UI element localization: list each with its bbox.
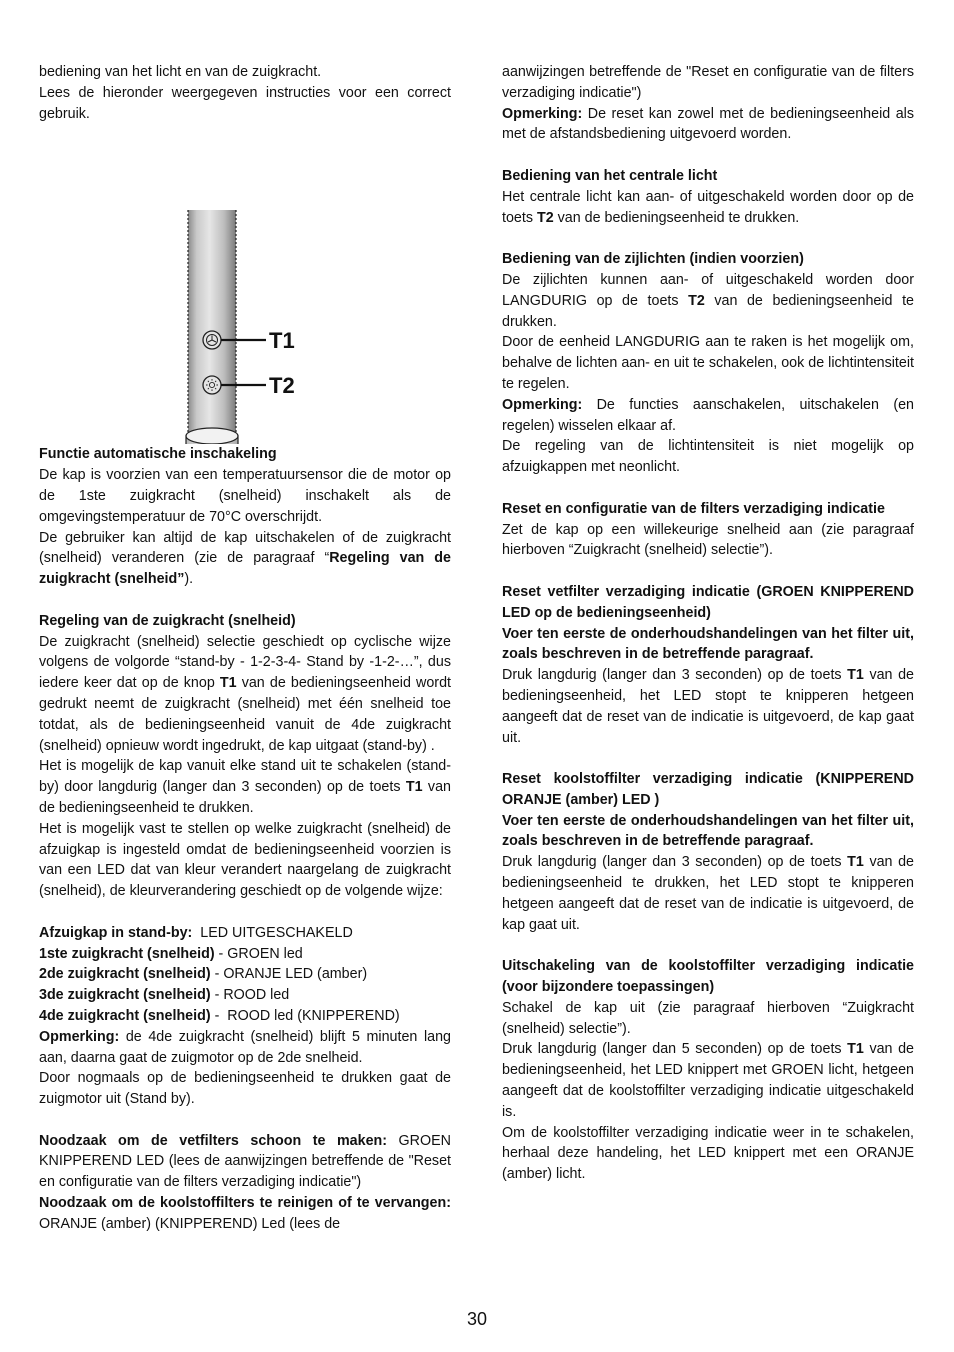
reset-heading: Reset en configuratie van de filters verzadiging indicatie — [502, 500, 885, 517]
carbon-disable-paragraph-2: Druk langdurig (langer dan 5 seconden) op de toets T1 van de bedieningseenheid, het LED knippert met GROEN licht, hetgeen aangeeft dat de koolstoffilter verzadiging indicatie uitgeschakeld is. — [502, 1041, 914, 1120]
carbon-filter-notice: Noodzaak om de koolstoffilters te reinigen of te vervangen: ORANJE (amber) (KNIPPEREND) Led (lees de — [39, 1195, 451, 1232]
state-speed-1: 1ste zuigkracht (snelheid) - GROEN led — [39, 945, 303, 962]
speed-paragraph-3: Het is mogelijk vast te stellen op welke zuigkracht (snelheid) de afzuigkap is ingesteld omdat de bedieningseenheid voorzien is van een LED dat van kleur verandert naargelang de zuigkracht (snelheid), de kleurverandering geschiedt op de volgende wijze: — [39, 820, 451, 900]
speed-paragraph-2: Het is mogelijk de kap vanuit elke stand uit te schakelen (stand-by) door langdurig (langer dan 3 seconden) op de toets T1 van de bedieningseenheid te drukken. — [39, 758, 451, 816]
carbon-reset-heading: Reset koolstoffilter verzadiging indicatie (KNIPPEREND ORANJE (amber) LED ) — [502, 771, 914, 808]
carbon-disable-paragraph-1: Schakel de kap uit (zie paragraaf hierboven “Zuigkracht (snelheid) selectie”). — [502, 999, 914, 1037]
central-light-paragraph: Het centrale licht kan aan- of uitgeschakeld worden door op de toets T2 van de bedieningseenheid te drukken. — [502, 188, 914, 226]
carbon-disable-paragraph-3: Om de koolstoffilter verzadiging indicatie weer in te schakelen, herhaal deze handeling, het LED knippert met een ORANJE (amber) licht. — [502, 1124, 914, 1183]
speed-paragraph-1: De zuigkracht (snelheid) selectie geschiedt op cyclische wijze volgens de volgorde “stand-by - 1-2-3-4- Stand by -1-2-…”, dus iedere keer dat op de knop T1 van de bedieningseenheid wordt gedrukt neemt de zuigkracht (snelheid) met één snelheid toe totdat, als de bedieningseenheid vanuit de 4de zuigkracht (snelheid) opnieuw wordt ingedrukt, de kap uitgaat (stand-by) . — [39, 633, 451, 754]
state-speed-2: 2de zuigkracht (snelheid) - ORANJE LED (amber) — [39, 966, 368, 983]
carbon-reset-instruction: Voer ten eerste de onderhoudshandelingen van het filter uit, zoals beschreven in de betreffende paragraaf. — [502, 812, 914, 850]
off-paragraph: Door nogmaals op de bedieningseenheid te drukken gaat de zuigmotor uit (Stand by). — [39, 1070, 451, 1108]
right-column — [502, 62, 914, 1185]
intro-line-2: Lees de hieronder weergegeven instructies voor een correct gebruik. — [39, 84, 451, 122]
reset-paragraph: Zet de kap op een willekeurige snelheid aan (zie paragraaf hierboven “Zuigkracht (snelheid) selectie”). — [502, 521, 914, 559]
central-light-heading: Bediening van het centrale licht — [502, 167, 718, 184]
state-speed-3: 3de zuigkracht (snelheid) - ROOD led — [39, 987, 290, 1004]
grease-filter-notice: Noodzaak om de vetfilters schoon te maken: GROEN KNIPPEREND LED (lees de aanwijzingen betreffende de "Reset en configuratie van de filters verzadiging indicatie") — [39, 1132, 451, 1191]
side-light-paragraph-1: De zijlichten kunnen aan- of uitgeschakeld worden door LANGDURIG op de toets T2 van de bedieningseenheid te drukken. — [502, 271, 914, 330]
tube-body — [188, 210, 236, 440]
side-light-heading: Bediening van de zijlichten (indien voorzien) — [502, 251, 804, 268]
state-speed-4: 4de zuigkracht (snelheid) - ROOD led (KNIPPEREND) — [39, 1007, 400, 1024]
control-unit-illustration — [39, 124, 451, 444]
intro-line-1: bediening van het licht en van de zuigkracht. — [39, 64, 322, 80]
state-standby: Afzuigkap in stand-by: LED UITGESCHAKELD — [39, 924, 353, 941]
auto-paragraph-2: De gebruiker kan altijd de kap uitschakelen of de zuigkracht (snelheid) veranderen (zie de paragraaf “Regeling van de zuigkracht (snelheid”). — [39, 529, 451, 588]
page-number: 30 — [466, 1309, 488, 1329]
carbon-disable-heading: Uitschakeling van de koolstoffilter verzadiging indicatie (voor bijzondere toepassingen) — [502, 958, 914, 996]
grease-reset-heading: Reset vetfilter verzadiging indicatie (GROEN KNIPPEREND LED op de bedieningseenheid) — [502, 583, 914, 621]
carbon-notice-continued: aanwijzingen betreffende de "Reset en configuratie van de filters verzadiging indicatie") — [502, 64, 914, 101]
side-light-paragraph-2: Door de eenheid LANGDURIG aan te raken is het mogelijk om, behalve de lichten aan- en uit te schakelen, ook de lichtintensiteit te regelen. — [502, 334, 914, 392]
auto-paragraph-1: De kap is voorzien van een temperatuursensor die de motor op de 1ste zuigkracht (snelheid) inschakelt als de omgevingstemperatuur de 70°C overschrijdt. — [39, 467, 451, 525]
bottom-ring — [186, 428, 238, 444]
speed-heading: Regeling van de zuigkracht (snelheid) — [39, 612, 296, 629]
side-light-note: Opmerking: De functies aanschakelen, uitschakelen (en regelen) wisselen elkaar af. — [502, 396, 914, 434]
left-column — [39, 62, 451, 1235]
auto-heading: Functie automatische inschakeling — [39, 446, 277, 463]
note-speed-4: Opmerking: de 4de zuigkracht (snelheid) blijft 5 minuten lang aan, daarna gaat de zuigmotor op de 2de snelheid. — [39, 1028, 451, 1066]
control-unit-figure — [39, 124, 451, 444]
label-t1: T1 — [269, 328, 295, 354]
side-light-paragraph-3: De regeling van de lichtintensiteit is niet mogelijk op afzuigkappen met neonlicht. — [502, 438, 914, 476]
label-t2: T2 — [269, 373, 295, 399]
note-reset: Opmerking: De reset kan zowel met de bedieningseenheid als met de afstandsbediening uitgevoerd worden. — [502, 105, 914, 143]
carbon-reset-paragraph: Druk langdurig (langer dan 3 seconden) op de toets T1 van de bedieningseenheid te drukken, het LED stopt te knipperen hetgeen aangeeft dat de reset van de indicatie is uitgevoerd, de kap gaat uit. — [502, 854, 914, 933]
grease-reset-instruction: Voer ten eerste de onderhoudshandelingen van het filter uit, zoals beschreven in de betreffende paragraaf. — [502, 625, 914, 663]
grease-reset-paragraph: Druk langdurig (langer dan 3 seconden) op de toets T1 van de bedieningseenheid, het LED stopt te knipperen hetgeen aangeeft dat de reset van de indicatie is uitgevoerd, de kap gaat uit. — [502, 667, 914, 746]
